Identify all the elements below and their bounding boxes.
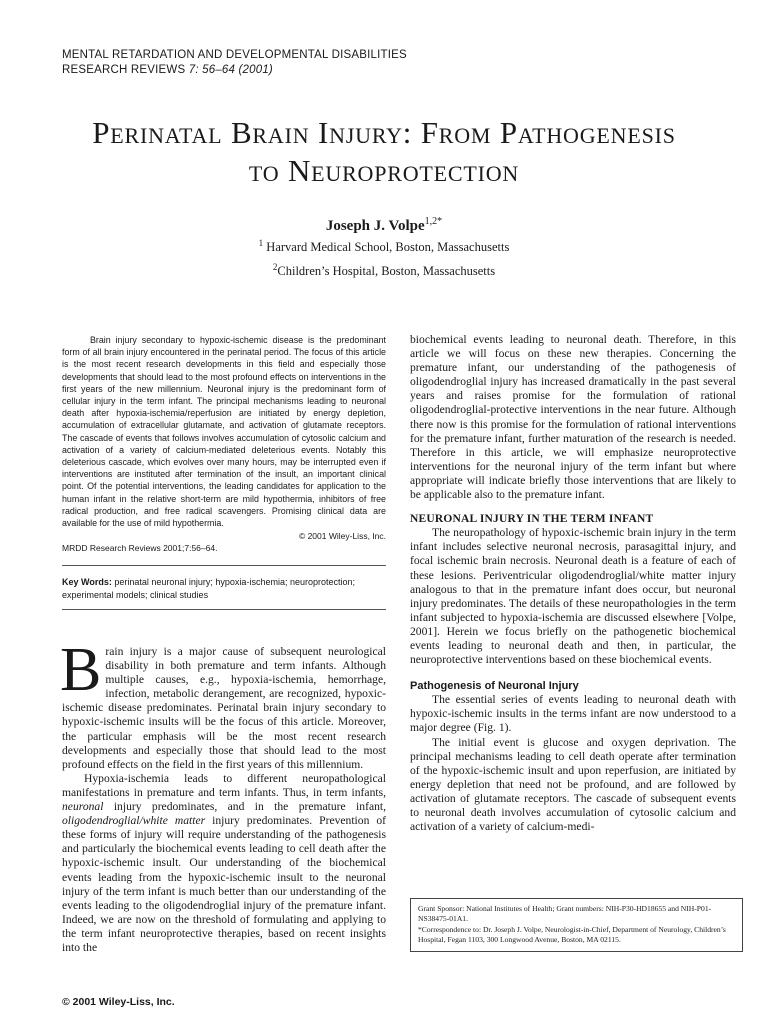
keywords <box>62 576 386 601</box>
body-paragraph-2 <box>62 772 386 955</box>
emphasis-oligodendroglial: oligodendroglial/white matter <box>62 814 206 828</box>
author-line <box>40 216 728 235</box>
journal-name-line2 <box>62 63 407 78</box>
journal-name: MENTAL RETARDATION AND DEVELOPMENTAL DISABILITIES <box>62 49 407 61</box>
body-paragraph-5: The essential series of events leading to neuronal death with hypoxic-ischemic insults in the terms infant are now understood to a major degree (Fig. 1). <box>410 693 736 735</box>
affiliation-1 <box>40 238 728 255</box>
abstract-text: Brain injury secondary to hypoxic-ischemic disease is the predominant form of all brain injury encountered in the perinatal period. The focus of this article is the most recent research developments in this field and especially those developments that should lead to the most profound effects on interventions in the first years of the new millennium. Neuronal injury is the predominant form of cellular injury in the term infant. The principal mechanisms leading to neuronal death after hypoxia-ischemia/reperfusion are initiated by energy depletion, accumulation of extracellular glutamate, and activation of glutamate receptors. The cascade of events that follows involves accumulation of cytosolic calcium and activation of a variety of calcium-mediated deleterious events. Notably this deleterious cascade, which evolves over many hours, may be interrupted even if interventions are instituted after termination of the insult, an important clinical point. Of the potential interventions, the leading candidates for application to the human infant in the relative short-term are mild hypothermia, inhibitors of free radical production, and free radical scavengers. Promising clinical data are available for the use of mild hypothermia. <box>62 335 386 529</box>
section-heading: NEURONAL INJURY IN THE TERM INFANT <box>410 513 654 526</box>
affiliation-2 <box>40 262 728 279</box>
body-paragraph-4: The neuropathology of hypoxic-ischemic brain injury in the term infant includes selective neuronal necrosis, parasagittal injury, and focal ischemic brain necrosis. Neuronal death is a feature of each of these lesions. Periventricular oligodendroglial/white matter injury analogous to that in the premature infant does occur, but neuronal injury predominates. The details of these neuropathologies in the term infant subjected to hypoxia-ischemia are discussed elsewhere [Volpe, 2001]. Herein we focus briefly on the pathogenetic biochemical events leading to neuronal death and then, in particular, the neuroprotective interventions based on these biochemical events. <box>410 526 736 667</box>
keywords-top-rule <box>62 565 386 566</box>
body-paragraph-1-text: rain injury is a major cause of subsequent neurological disability in both premature and term infants. Although multiple causes, e.g., hypoxia-ischemia, hemorrhage, infection, metabolic derangement, are recognized, hypoxic-ischemic disease predominates. Perinatal brain injury secondary to hypoxic-ischemic insults will be the focus of this article. Moreover, the particular emphasis will be the most recent research developments and especially those that should lead to the most profound effects on the field in the first years of this millennium. <box>62 645 386 771</box>
subsection-heading: Pathogenesis of Neuronal Injury <box>410 680 579 693</box>
body-paragraph-1 <box>60 636 386 772</box>
abstract-citation: MRDD Research Reviews 2001;7:56–64. <box>62 543 218 553</box>
keywords-bottom-rule <box>62 609 386 610</box>
footer-copyright: © 2001 Wiley-Liss, Inc. <box>62 996 175 1008</box>
affiliation-1-text: Harvard Medical School, Boston, Massachusetts <box>266 240 510 255</box>
affiliation-2-text: Children’s Hospital, Boston, Massachusetts <box>277 264 496 279</box>
footnote-box <box>410 898 743 952</box>
body-paragraph-6: The initial event is glucose and oxygen deprivation. The principal mechanisms leading to cell death operate after termination of the hypoxic-ischemic insult and upon reperfusion, are initiated by energy depletion that need not be profound, and are followed by activation of glutamate receptors. The cascade of subsequent events to neuronal death involves accumulation of cytosolic calcium and activation of a variety of calcium-medi- <box>410 735 736 834</box>
journal-series: RESEARCH REVIEWS <box>62 64 186 76</box>
body-paragraph-2-part-a: Hypoxia-ischemia leads to different neuropathological manifestations in premature and term infants. Thus, in term infants, <box>62 771 386 799</box>
drop-cap: B <box>60 636 102 704</box>
footnote-grant: Grant Sponsor: National Institutes of Health; Grant numbers: NIH-P30-HD18655 and NIH-P01-NS38475-01A1. <box>418 904 712 924</box>
keywords-text: perinatal neuronal injury; hypoxia-ischemia; neuroprotection; experimental models; clinical studies <box>62 577 355 600</box>
journal-header <box>62 48 407 78</box>
keywords-label: Key Words: <box>62 577 112 587</box>
body-column-left <box>60 636 387 955</box>
body-paragraph-3: biochemical events leading to neuronal death. Therefore, in this article we will focus on these new therapies. Concerning the premature infant, our understanding of the pathogenesis of oligodendroglial injury has increased dramatically in the past several years and raises promise for the formulation of rational oligodendroglial-protective interventions in the near future. Although there now is this promise for the formulation of rational interventions for the premature infant, further maturation of the research is needed. Therefore in this article, we will emphasize neuroprotective interventions for the neuronal injury of the term infant but where appropriate will indicate briefly those interventions that are likely to be applicable also to the premature infant. <box>410 333 736 502</box>
body-paragraph-2-part-c: injury predominates. Prevention of these forms of injury will require understanding of the pathogenesis and particularly the biochemical events leading to cell death after the hypoxic-ischemic insult. Our understanding of the biochemical events leading from the hypoxic-ischemic insult to the neuronal injury of the term infant is much better than our understanding of the events leading to the oligodendroglial injury of the premature infant. Indeed, we are now on the threshold of formulating and applying to the term infant neuroprotective therapies, based on recent insights into the <box>62 814 387 954</box>
abstract-copyright: © 2001 Wiley-Liss, Inc. <box>298 531 386 541</box>
affiliation-2-marker: 2 <box>272 262 278 272</box>
affiliation-1-marker: 1 <box>258 238 264 248</box>
body-paragraph-2-part-b: injury predominates, and in the premature infant, <box>113 800 387 814</box>
title-line-2: to Neuroprotection <box>248 153 520 188</box>
author-name: Joseph J. Volpe <box>325 218 425 234</box>
author-superscript: 1,2* <box>424 216 443 227</box>
article-title <box>40 114 728 190</box>
emphasis-neuronal: neuronal <box>62 800 104 814</box>
title-line-1: Perinatal Brain Injury: From Pathogenesis <box>92 115 676 150</box>
body-column-right <box>410 333 736 834</box>
footnote-correspondence: *Correspondence to: Dr. Joseph J. Volpe, Neurologist-in-Chief, Department of Neurology, Children’s Hospital, Fegan 1103, 300 Longwood Avenue, Boston, MA 02115. <box>418 924 726 945</box>
journal-volume-pages: 7: 56–64 (2001) <box>188 64 273 76</box>
